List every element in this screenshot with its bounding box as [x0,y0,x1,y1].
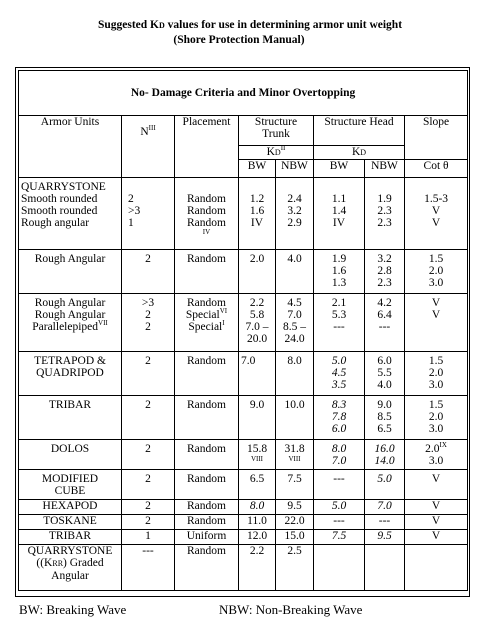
cell-unit: QUARRYSTONE Smooth rounded Smooth rounded Rough angular [19,178,122,250]
cell-trunk-bw: 1.2 1.6 IV [239,178,276,250]
cell-head-nbw: 16.0 14.0 [365,440,405,470]
table-row [19,250,468,294]
cell-n: 2 [122,500,175,515]
cell-head-nbw: 3.2 2.8 2.3 [365,250,405,294]
cell-trunk-nbw: 9.5 [276,500,314,515]
cell-placement: Random [175,515,239,530]
cell-head-nbw: 5.0 [365,470,405,500]
col-slope: Slope [405,116,468,160]
cell-unit: DOLOS [19,440,122,470]
cell-trunk-nbw: 4.0 [276,250,314,294]
cell-trunk-nbw: 4.5 7.0 8.5 – 24.0 [276,294,314,352]
table-row [19,294,468,352]
table-row [19,470,468,500]
col-trunk-nbw: NBW [276,160,314,178]
col-placement: Placement [175,116,239,178]
cell-n: >3 2 2 [122,294,175,352]
table-row [19,396,468,440]
cell-head-bw: --- [314,470,365,500]
cell-n: 2 [122,352,175,396]
cell-head-nbw: --- [365,515,405,530]
cell-n: 2 [122,440,175,470]
table-heading: No- Damage Criteria and Minor Overtopping [19,71,468,116]
cell-unit: QUARRYSTONE ((KRR) Graded Angular [19,545,122,591]
cell-head-bw: --- [314,515,365,530]
cell-trunk-nbw: 2.5 [276,545,314,591]
cell-head-bw: 8.3 7.8 6.0 [314,396,365,440]
cell-slope: 1.5-3 V V [405,178,468,250]
footer-bw-legend: BW: Breaking Wave [19,602,127,617]
cell-slope: V [405,515,468,530]
col-structure-trunk: Structure Trunk [239,116,314,146]
cell-unit: TRIBAR [19,396,122,440]
cell-trunk-bw: 11.0 [239,515,276,530]
col-head-nbw: NBW [365,160,405,178]
cell-unit: TOSKANE [19,515,122,530]
cell-n: 2 [122,470,175,500]
table-row [19,352,468,396]
cell-placement: Random [175,545,239,591]
kd-head-label: KD [314,146,405,160]
cell-placement: Uniform [175,530,239,545]
col-cot: Cot θ [405,160,468,178]
cell-trunk-bw: 7.0 [239,352,276,396]
cell-slope: V [405,470,468,500]
cell-placement: Random Random Random IV [175,178,239,250]
cell-slope: V [405,500,468,515]
cell-head-nbw: 6.0 5.5 4.0 [365,352,405,396]
cell-head-bw: 1.9 1.6 1.3 [314,250,365,294]
cell-unit: TETRAPOD & QUADRIPOD [19,352,122,396]
cell-slope: 1.5 2.0 3.0 [405,396,468,440]
table-row [19,500,468,515]
cell-head-bw: 2.1 5.3 --- [314,294,365,352]
cell-placement: Random [175,500,239,515]
cell-placement: Random [175,470,239,500]
cell-head-bw: 5.0 4.5 3.5 [314,352,365,396]
cell-head-nbw: 9.0 8.5 6.5 [365,396,405,440]
cell-trunk-bw: 15.8 VIII [239,440,276,470]
cell-n: --- [122,545,175,591]
table-row [19,178,468,250]
col-n: $N^{III}$ [122,116,175,178]
cell-trunk-bw: 12.0 [239,530,276,545]
cell-trunk-nbw: 7.5 [276,470,314,500]
cell-head-bw [314,545,365,591]
title-line-1: Suggested KD values for use in determining armor unit weight [97,19,403,31]
cell-trunk-bw: 8.0 [239,500,276,515]
cell-trunk-bw: 2.0 [239,250,276,294]
cell-placement: Random [175,396,239,440]
cell-head-nbw: 4.2 6.4 --- [365,294,405,352]
table-row [19,530,468,545]
cell-unit: MODIFIED CUBE [19,470,122,500]
cell-unit: HEXAPOD [19,500,122,515]
kd-table [18,70,468,591]
cell-trunk-nbw: 15.0 [276,530,314,545]
col-armor-units: Armor Units [19,116,122,178]
document-title [0,18,478,48]
col-structure-head: Structure Head [314,116,405,146]
cell-placement: Random Special$^{VI}$ Special$^I$ [175,294,239,352]
cell-unit: Rough Angular Rough Angular Parallelepiped$^{VII}$ [19,294,122,352]
cell-head-nbw: 1.9 2.3 2.3 [365,178,405,250]
cell-slope: 1.5 2.0 3.0 [405,352,468,396]
cell-head-bw: 5.0 [314,500,365,515]
cell-slope [405,545,468,591]
col-trunk-bw: BW [239,160,276,178]
cell-trunk-nbw: 10.0 [276,396,314,440]
table-row [19,440,468,470]
cell-head-bw: 7.5 [314,530,365,545]
cell-n: 1 [122,530,175,545]
table-row [19,515,468,530]
cell-trunk-nbw: 22.0 [276,515,314,530]
title-line-2: (Shore Protection Manual) [173,34,305,46]
table-row [19,545,468,591]
cell-slope: V V [405,294,468,352]
cell-head-nbw [365,545,405,591]
cell-trunk-nbw: 2.4 3.2 2.9 [276,178,314,250]
cell-trunk-nbw: 31.8 VIII [276,440,314,470]
cell-unit: TRIBAR [19,530,122,545]
col-head-bw: BW [314,160,365,178]
cell-head-nbw: 9.5 [365,530,405,545]
cell-n: 2 [122,515,175,530]
cell-slope: V [405,530,468,545]
cell-trunk-bw: 2.2 5.8 7.0 – 20.0 [239,294,276,352]
kd-trunk-label: $KD^{II}$ [239,146,314,160]
cell-trunk-bw: 2.2 [239,545,276,591]
cell-slope: $2.0^{IX}$ 3.0 [405,440,468,470]
cell-trunk-nbw: 8.0 [276,352,314,396]
cell-head-bw: 8.0 7.0 [314,440,365,470]
cell-placement: Random [175,440,239,470]
cell-n: 2 [122,250,175,294]
cell-head-nbw: 7.0 [365,500,405,515]
cell-placement: Random [175,352,239,396]
cell-n: 2 [122,396,175,440]
cell-trunk-bw: 9.0 [239,396,276,440]
cell-n: 2 >3 1 [122,178,175,250]
cell-slope: 1.5 2.0 3.0 [405,250,468,294]
footer-nbw-legend: NBW: Non-Breaking Wave [219,602,363,617]
cell-head-bw: 1.1 1.4 IV [314,178,365,250]
cell-trunk-bw: 6.5 [239,470,276,500]
cell-placement: Random [175,250,239,294]
cell-unit: Rough Angular [19,250,122,294]
